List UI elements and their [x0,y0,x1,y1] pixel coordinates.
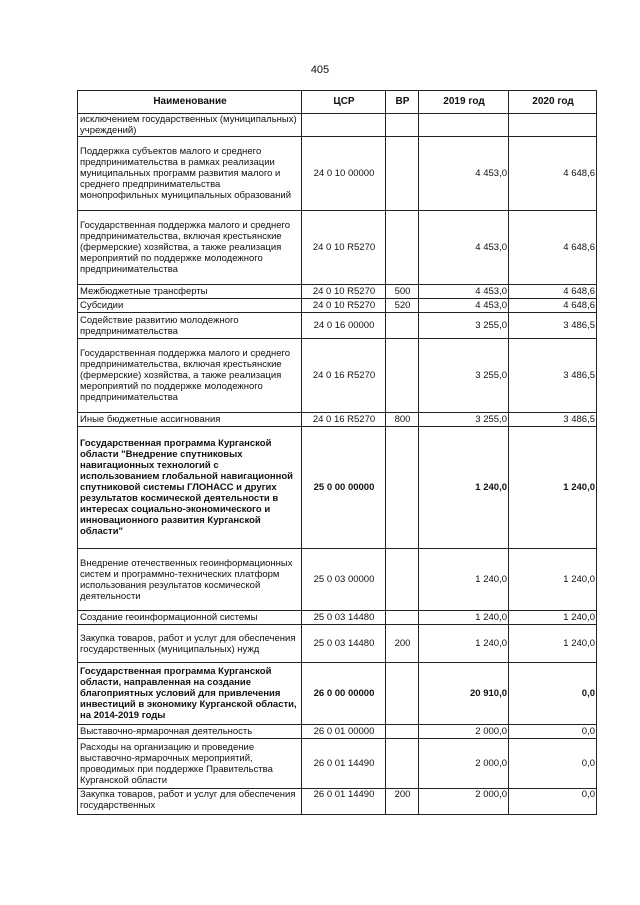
column-header-name: Наименование [78,91,302,114]
cell-name: Государственная поддержка малого и среднего предпринимательства, включая крестьянские (фермерские) хозяйства, а также реализация мероприятий по поддержке молодежного предпринимательства [78,211,302,285]
table-row [78,549,597,611]
cell-csr: 25 0 00 00000 [302,427,386,549]
cell-vr [386,611,419,625]
table-row [78,313,597,339]
table-row [78,299,597,313]
cell-csr: 25 0 03 14480 [302,625,386,663]
cell-vr: 200 [386,625,419,663]
budget-table [77,90,597,815]
cell-csr: 24 0 10 R5270 [302,285,386,299]
cell-name: Межбюджетные трансферты [78,285,302,299]
cell-csr: 26 0 00 00000 [302,663,386,725]
cell-2020: 1 240,0 [509,611,597,625]
cell-vr: 200 [386,789,419,815]
cell-name: Выставочно-ярмарочная деятельность [78,725,302,739]
cell-vr [386,549,419,611]
cell-vr [386,663,419,725]
cell-vr [386,211,419,285]
cell-csr: 24 0 16 R5270 [302,413,386,427]
cell-2019 [419,114,509,137]
cell-vr [386,313,419,339]
cell-2020: 0,0 [509,663,597,725]
cell-name: Содействие развитию молодежного предпринимательства [78,313,302,339]
cell-csr: 25 0 03 14480 [302,611,386,625]
cell-csr: 26 0 01 00000 [302,725,386,739]
table-header-row [78,91,597,114]
cell-2020: 1 240,0 [509,549,597,611]
cell-2019: 3 255,0 [419,339,509,413]
cell-name: Закупка товаров, работ и услуг для обеспечения государственных (муниципальных) нужд [78,625,302,663]
cell-2020: 3 486,5 [509,313,597,339]
cell-name: Расходы на организацию и проведение выставочно-ярмарочных мероприятий, проводимых при поддержке Правительства Курганской области [78,739,302,789]
cell-csr: 24 0 10 00000 [302,137,386,211]
cell-csr: 26 0 01 14490 [302,739,386,789]
table-row [78,625,597,663]
cell-2019: 4 453,0 [419,211,509,285]
table-row [78,285,597,299]
cell-csr: 24 0 16 R5270 [302,339,386,413]
cell-2019: 1 240,0 [419,549,509,611]
cell-2019: 1 240,0 [419,625,509,663]
cell-2020: 0,0 [509,739,597,789]
cell-vr [386,725,419,739]
table-row [78,211,597,285]
cell-2020 [509,114,597,137]
cell-2020: 1 240,0 [509,625,597,663]
column-header-2020: 2020 год [509,91,597,114]
cell-csr: 25 0 03 00000 [302,549,386,611]
cell-2020: 0,0 [509,725,597,739]
cell-2020: 3 486,5 [509,339,597,413]
cell-2019: 4 453,0 [419,285,509,299]
cell-2019: 2 000,0 [419,789,509,815]
cell-2020: 1 240,0 [509,427,597,549]
table-row [78,137,597,211]
page-number: 405 [310,64,330,76]
cell-name: Субсидии [78,299,302,313]
cell-vr: 800 [386,413,419,427]
table-row [78,739,597,789]
table-body [78,114,597,815]
column-header-2019: 2019 год [419,91,509,114]
cell-vr [386,427,419,549]
cell-csr [302,114,386,137]
column-header-vr: ВР [386,91,419,114]
cell-2020: 4 648,6 [509,211,597,285]
cell-name: Государственная поддержка малого и среднего предпринимательства, включая крестьянские (фермерские) хозяйства, а также реализация мероприятий по поддержке молодежного предпринимательства [78,339,302,413]
table-row [78,114,597,137]
cell-vr [386,137,419,211]
cell-2019: 2 000,0 [419,739,509,789]
cell-name: исключением государственных (муниципальных) учреждений) [78,114,302,137]
cell-2019: 20 910,0 [419,663,509,725]
cell-2020: 0,0 [509,789,597,815]
cell-name: Внедрение отечественных геоинформационных систем и программно-технических платформ использования результатов космической деятельности [78,549,302,611]
cell-vr: 520 [386,299,419,313]
table-row [78,339,597,413]
column-header-csr: ЦСР [302,91,386,114]
cell-2019: 1 240,0 [419,427,509,549]
cell-vr [386,739,419,789]
cell-2019: 4 453,0 [419,299,509,313]
table-row [78,663,597,725]
table-row [78,427,597,549]
table-row [78,413,597,427]
cell-name: Создание геоинформационной системы [78,611,302,625]
cell-name: Поддержка субъектов малого и среднего предпринимательства в рамках реализации муниципальных программ развития малого и среднего предпринимательства монопрофильных муниципальных образований [78,137,302,211]
cell-2020: 3 486,5 [509,413,597,427]
cell-name: Иные бюджетные ассигнования [78,413,302,427]
cell-2020: 4 648,6 [509,285,597,299]
cell-2019: 1 240,0 [419,611,509,625]
cell-2020: 4 648,6 [509,137,597,211]
cell-2020: 4 648,6 [509,299,597,313]
table-row [78,611,597,625]
cell-vr [386,114,419,137]
cell-name: Закупка товаров, работ и услуг для обеспечения государственных [78,789,302,815]
cell-name: Государственная программа Курганской области "Внедрение спутниковых навигационных технологий с использованием глобальной навигационной спутниковой системы ГЛОНАСС и других результатов космической деятельности в интересах социально-экономического и инновационного развития Курганской области" [78,427,302,549]
cell-name: Государственная программа Курганской области, направленная на создание благоприятных условий для привлечения инвестиций в экономику Курганской области, на 2014-2019 годы [78,663,302,725]
cell-vr [386,339,419,413]
cell-csr: 24 0 10 R5270 [302,211,386,285]
cell-csr: 24 0 16 00000 [302,313,386,339]
cell-2019: 3 255,0 [419,413,509,427]
table-row [78,725,597,739]
cell-vr: 500 [386,285,419,299]
cell-2019: 3 255,0 [419,313,509,339]
cell-2019: 2 000,0 [419,725,509,739]
cell-csr: 24 0 10 R5270 [302,299,386,313]
table-row [78,789,597,815]
cell-2019: 4 453,0 [419,137,509,211]
cell-csr: 26 0 01 14490 [302,789,386,815]
